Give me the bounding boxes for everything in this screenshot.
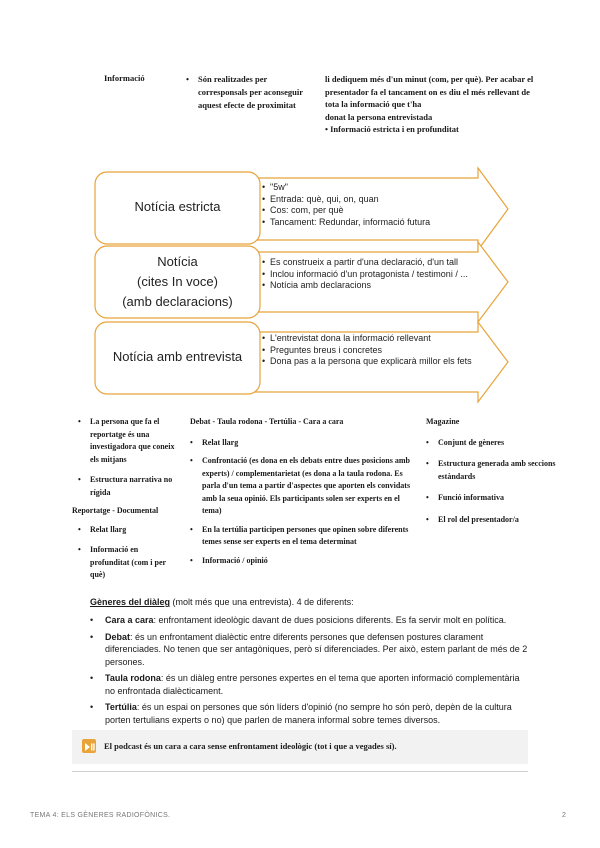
magazine-column [426, 416, 556, 535]
list-item: • Informació en profunditat (com i per què) [78, 544, 178, 582]
arrow-item: • Cos: com, per què [262, 205, 482, 217]
podcast-note-text: El podcast és un cara a cara sense enfrontament ideològic (tot i que a vegades sí). [104, 741, 397, 751]
list-item: • Relat llarg [78, 524, 178, 537]
col1-heading: Reportatge - Documental [72, 506, 159, 515]
list-item: • La persona que fa el reportatge és una investigadora que coneix els mitjans [78, 416, 178, 466]
col2-heading: Debat - Taula rodona - Tertúlia - Cara a cara [190, 417, 344, 426]
generes-title: Gèneres del diàleg (molt més que una entrevista). 4 de diferents: [90, 597, 354, 607]
list-item: • Estructura generada amb seccions estàndards [426, 458, 556, 483]
list-item: • El rol del presentador/a [426, 514, 556, 527]
arrow-list-1 [262, 182, 482, 228]
list-item: • En la tertúlia participen persones que opinen sobre diferents temes sense ser experts en el tema determinat [190, 524, 415, 549]
generes-item: • Debat: és un enfrontament dialèctic entre diferents persones que defensen postures clarament diferenciades. No tenen que ser antagòniques, però sí diferenciades. Per això, estem parlant de més de 2 persones. [90, 631, 530, 669]
arrow-item: • Notícia amb declaracions [262, 280, 487, 292]
footer-title: TEMA 4: ELS GÈNERES RADIOFÒNICS. [30, 812, 171, 819]
col2-list [190, 437, 415, 568]
arrow-item: • L'entrevistat dona la informació rellevant [262, 333, 487, 345]
arrow-item: • Inclou informació d'un protagonista / testimoni / ... [262, 269, 487, 281]
arrow-item: • "5w" [262, 182, 482, 194]
generes-item: • Cara a cara: enfrontament ideològic davant de dues posicions diferents. Es fa servir molt en política. [90, 614, 530, 627]
generes-list [90, 614, 530, 730]
list-item: • Confrontació (es dona en els debats entre dues posicions amb experts) / complementarietat (es dona a la taula rodona. Es parla d'un tema a partir d'aspectes que aporten els convidats amb la seua opinió. Els participants solen ser experts en el tema) [190, 455, 415, 518]
generes-item: • Tertúlia: és un espai on persones que són líders d'opinió (no sempre ho són però, depèn de la cultura porten tertulians experts o no) que parlen de manera informal sobre temes diversos. [90, 701, 530, 726]
divider [72, 771, 528, 772]
play-pause-icon [82, 739, 96, 753]
top-right-line: li dediquem més d'un minut (com, per què). Per acabar el [325, 74, 534, 84]
arrow-item: • Preguntes breus i concretes [262, 345, 487, 357]
top-right-bullet: • Informació estricta i en profunditat [325, 124, 459, 134]
list-item: • Relat llarg [190, 437, 415, 450]
arrow-item: • Tancament: Redundar, informació futura [262, 217, 482, 229]
top-right-line: tota la informació que t'ha [325, 99, 422, 109]
top-right-line: donat la persona entrevistada [325, 111, 433, 122]
page-number: 2 [562, 812, 566, 819]
box-label-1: Notícia estricta [134, 199, 221, 214]
top-label: Informació [104, 73, 145, 83]
col1-list-2 [78, 524, 178, 582]
col1-list-1 [78, 416, 178, 499]
arrow-list-2 [262, 257, 487, 292]
arrow-item: • Dona pas a la persona que explicarà millor els fets [262, 356, 487, 368]
reportatge-column [72, 416, 178, 590]
list-item: • Estructura narrativa no rígida [78, 474, 178, 499]
arrow-list-3 [262, 333, 487, 368]
box-label-3: Notícia amb entrevista [112, 349, 243, 364]
debat-column [190, 416, 415, 573]
top-mid-item: • Són realitzades per corresponsals per aconseguir aquest efecte de proximitat [186, 73, 316, 112]
col3-heading: Magazine [426, 417, 460, 426]
col3-list [426, 437, 556, 527]
list-item: • Informació / opinió [190, 555, 415, 568]
box-label-2: Notícia (cites In voce) (amb declaracions) [122, 254, 233, 309]
top-right-line: presentador fa el tancament on es diu el més rellevant de [325, 86, 530, 97]
arrow-item: • Entrada: què, qui, on, quan [262, 194, 482, 206]
list-item: • Conjunt de gèneres [426, 437, 556, 450]
arrow-item: • Es construeix a partir d'una declaració, d'un tall [262, 257, 487, 269]
list-item: • Funció informativa [426, 492, 556, 505]
generes-item: • Taula rodona: és un diàleg entre persones expertes en el tema que aporten informació complementària no enfrontada dialècticament. [90, 672, 530, 697]
